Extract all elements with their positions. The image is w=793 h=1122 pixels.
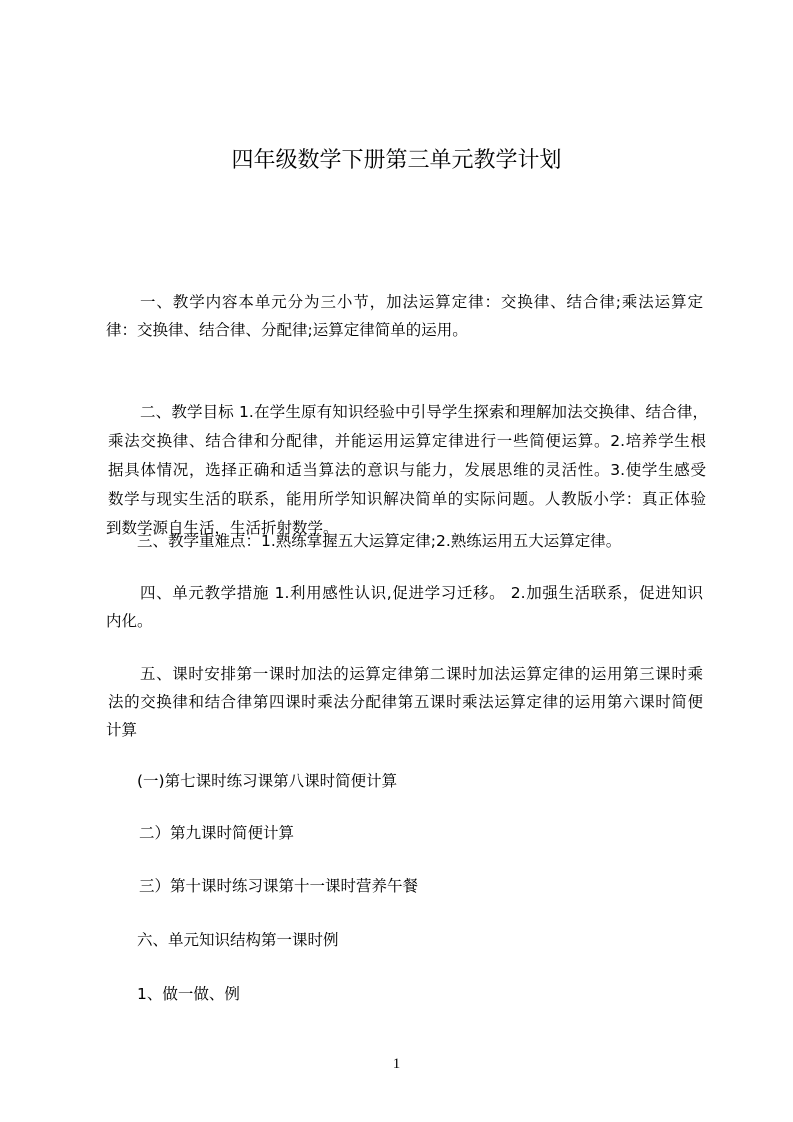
text-line: 一、教学内容本单元分为三小节，加法运算定律：交换律、结合律;乘法运算定 xyxy=(140,293,703,311)
text-line: 律：交换律、结合律、分配律;运算定律简单的运用。 xyxy=(106,321,468,339)
text-line: 四、单元教学措施 1.利用感性认识,促进学习迁移。 2.加强生活联系，促进知识 xyxy=(140,584,703,602)
text-line: 三）第十课时练习课第十一课时营养午餐 xyxy=(139,877,419,895)
text-line: (一)第七课时练习课第八课时简便计算 xyxy=(137,772,398,790)
text-line: 二、教学目标 1.在学生原有知识经验中引导学生探索和理解加法交换律、结合律， xyxy=(140,403,708,421)
text-line: 数学与现实生活的联系，能用所学知识解决简单的实际问题。人教版小学：真正体验 xyxy=(108,490,706,508)
text-line: 1、做一做、例 xyxy=(137,985,240,1003)
text-line: 到数学源自生活，生活折射数学。 xyxy=(106,519,339,537)
page-number: 1 xyxy=(392,1056,401,1072)
text-line: 五、课时安排第一课时加法的运算定律第二课时加法运算定律的运用第三课时乘 xyxy=(140,665,703,683)
text-line: 二）第九课时简便计算 xyxy=(139,824,295,842)
text-line: 内化。 xyxy=(106,612,153,630)
text-line: 法的交换律和结合律第四课时乘法分配律第五课时乘法运算定律的运用第六课时简便 xyxy=(108,693,703,711)
text-line: 据具体情况，选择正确和适当算法的意识与能力，发展思维的灵活性。3.使学生感受 xyxy=(108,461,706,479)
document-title: 四年级数学下册第三单元教学计划 xyxy=(231,148,562,173)
text-line: 六、单元知识结构第一课时例 xyxy=(137,931,339,949)
text-line: 乘法交换律、结合律和分配律，并能运用运算定律进行一些简便运算。2.培养学生根 xyxy=(108,432,706,450)
text-line: 三、教学重难点：1.熟练掌握五大运算定律;2.熟练运用五大运算定律。 xyxy=(137,532,622,550)
text-line: 计算 xyxy=(106,721,138,739)
